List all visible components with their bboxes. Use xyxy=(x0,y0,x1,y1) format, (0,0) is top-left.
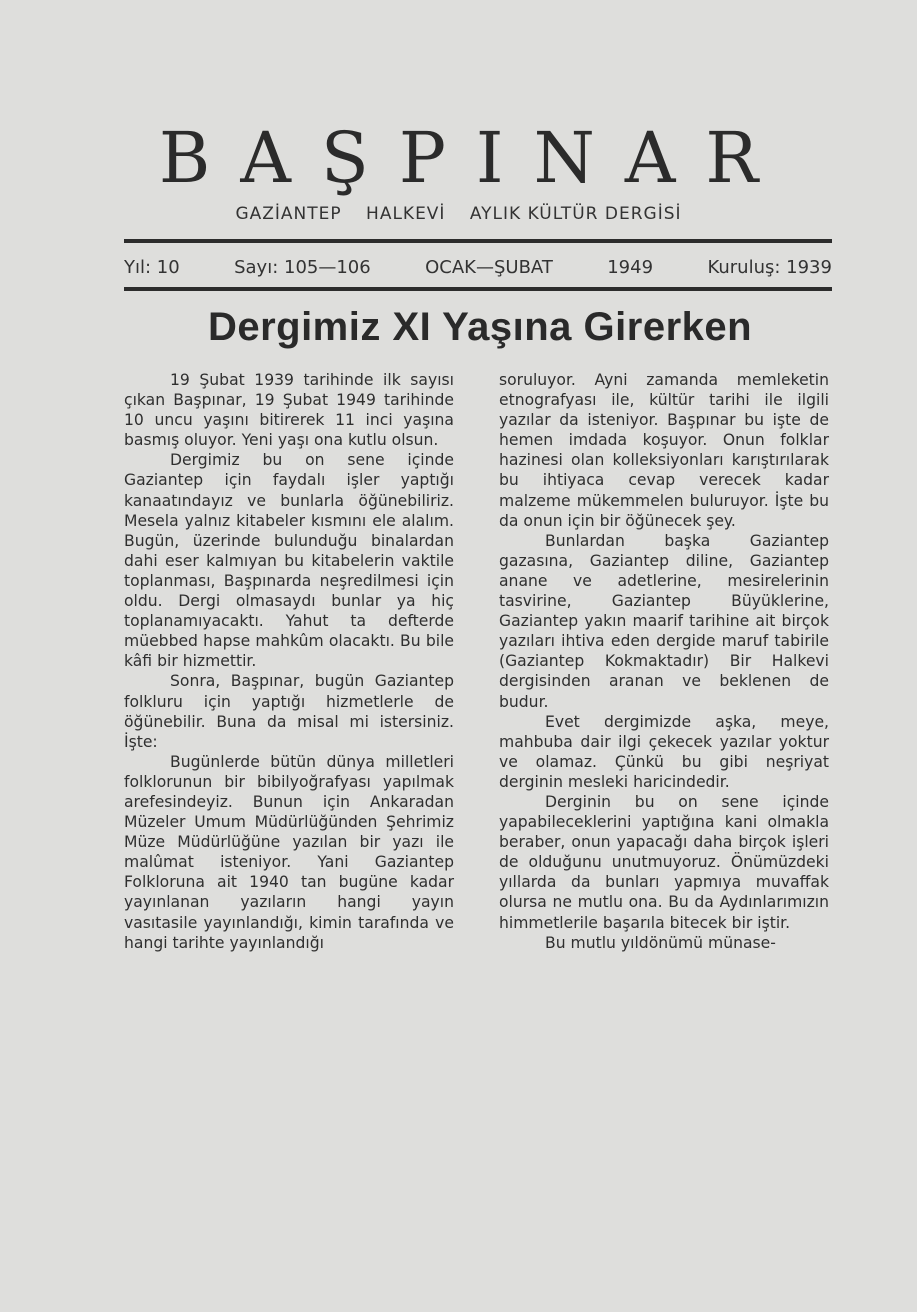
subtitle-description: AYLIK KÜLTÜR DERGİSİ xyxy=(469,204,682,224)
issue-year: Yıl: 10 xyxy=(124,256,180,278)
article-paragraph: Sonra, Başpınar, bugün Gaziantep folkluru için yaptığı hizmetlerle de öğünebilir. Buna da misal mi istersiniz. İşte: xyxy=(124,672,454,751)
issue-months: OCAK—ŞUBAT xyxy=(425,256,553,278)
article-paragraph: Dergimiz bu on sene içinde Gaziantep için faydalı işler yaptığı kanaatındayız ve bunlarla öğünebiliriz. Mesela yalnız kitabeler kısmını ele alalım. Bugün, üzerinde bulunduğu binalardan dahi eser kalmıyan bu kitabelerin vaktile toplanması, Başpınarda neşredilmesi için oldu. Dergi olmasaydı bunlar ya hiç toplanamıyacaktı. Yahut ta defterde müebbed hapse mahkûm olacaktı. Bu bile kâfi bir hizmettir. xyxy=(124,451,454,671)
article-paragraph: 19 Şubat 1939 tarihinde ilk sayısı çıkan Başpınar, 19 Şubat 1949 tarihinde 10 uncu yaşını bitirerek 11 inci yaşına basmış oluyor. Yeni yaşı ona kutlu olsun. xyxy=(124,371,454,450)
bottom-divider xyxy=(124,287,832,291)
article-title: Dergimiz XI Yaşına Girerken xyxy=(207,305,753,349)
article-paragraph: Bu mutlu yıldönümü münase- xyxy=(545,933,776,952)
top-divider xyxy=(124,239,832,243)
article-paragraph: Bunlardan başka Gaziantep gazasına, Gaziantep diline, Gaziantep anane ve adetlerine, mesirelerinin tasvirine, Gaziantep Büyüklerine, Gaziantep yakın maarif tarihine ait birçok yazıları ihtiva eden dergide maruf tabirile (Gaziantep Kokmaktadır) Bir Halkevi dergisinden aranan ve beklenen de budur. xyxy=(499,531,829,711)
masthead-subtitle xyxy=(0,204,917,224)
issue-date: 1949 xyxy=(607,256,654,278)
issue-number: Sayı: 105—106 xyxy=(234,256,371,278)
masthead-title: BAŞPINAR xyxy=(158,117,789,199)
issue-info-line xyxy=(124,254,832,280)
article-column-right xyxy=(499,370,829,953)
article-paragraph: Derginin bu on sene içinde yapabileceklerini yaptığına kani olmakla beraber, onun yapacağı daha birçok işleri de olduğunu unutmuyoruz. Önümüzdeki yıllarda da bunları yapmıya muvaffak olursa ne mutlu ona. Bu da Aydınlarımızın himmetlerile başarıla bitecek bir iştir. xyxy=(499,792,829,932)
article-paragraph: Bugünlerde bütün dünya milletleri folklorunun bir bibilyoğrafyası yapılmak arefesindeyiz. Bunun için Ankaradan Müzeler Umum Müdürlüğünden Şehrimiz Müze Müdürlüğüne yazılan bir yazı ile malûmat isteniyor. Yani Gaziantep Folkloruna ait 1940 tan bugüne kadar yayınlanan yazıların hangi yayın vasıtasile yayınlandığı, kimin tarafında ve hangi tarihte yayınlandığı xyxy=(124,752,454,952)
article-column-left xyxy=(124,370,454,953)
issue-founded: Kuruluş: 1939 xyxy=(707,256,832,278)
article-paragraph: Evet dergimizde aşka, meye, mahbuba dair ilgi çekecek yazılar yoktur ve olamaz. Çünkü bu gibi neşriyat derginin mesleki haricindedir. xyxy=(499,712,829,791)
subtitle-city: GAZİANTEP xyxy=(235,204,342,224)
article-paragraph-continued: soruluyor. Ayni zamanda memleketin etnografyası ile, kültür tarihi ile ilgili yazılar da isteniyor. Başpınar bu işte de hemen imdada koşuyor. Onun folklar hazinesi olan kolleksiyonları karıştırılarak bu ihtiyaca cevap verecek kadar malzeme mükemmelen buluruyor. İşte bu da onun için bir öğünecek şey. xyxy=(499,371,829,530)
subtitle-institution: HALKEVİ xyxy=(366,204,446,224)
